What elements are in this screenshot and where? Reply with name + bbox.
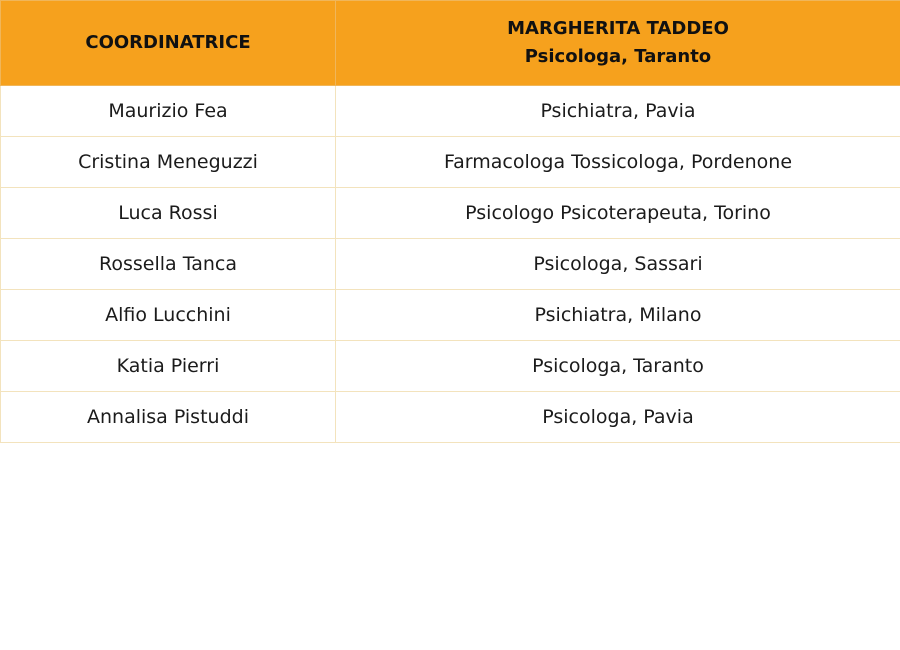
member-role: Farmacologa Tossicologa, Pordenone: [336, 137, 900, 188]
member-role: Psicologa, Taranto: [336, 341, 900, 392]
coordinator-name: MARGHERITA TADDEO: [507, 18, 729, 39]
table-row: [1, 188, 900, 239]
table-row: [1, 86, 900, 137]
member-name: Alfio Lucchini: [1, 290, 336, 341]
member-role: Psicologa, Sassari: [336, 239, 900, 290]
member-role: Psicologo Psicoterapeuta, Torino: [336, 188, 900, 239]
table-row: [1, 290, 900, 341]
member-name: Cristina Meneguzzi: [1, 137, 336, 188]
member-role: Psicologa, Pavia: [336, 392, 900, 443]
table-row: [1, 239, 900, 290]
member-role: Psichiatra, Milano: [336, 290, 900, 341]
header-row: [1, 1, 900, 86]
header-role-cell: [1, 1, 336, 86]
member-name: Luca Rossi: [1, 188, 336, 239]
table-row: [1, 392, 900, 443]
header-coordinator-cell: [336, 1, 900, 86]
header-role-label: COORDINATRICE: [85, 32, 251, 53]
table-row: [1, 341, 900, 392]
member-name: Annalisa Pistuddi: [1, 392, 336, 443]
coordinator-title: Psicologa, Taranto: [524, 46, 712, 67]
table-row: [1, 137, 900, 188]
member-name: Rossella Tanca: [1, 239, 336, 290]
member-name: Katia Pierri: [1, 341, 336, 392]
member-role: Psichiatra, Pavia: [336, 86, 900, 137]
member-name: Maurizio Fea: [1, 86, 336, 137]
